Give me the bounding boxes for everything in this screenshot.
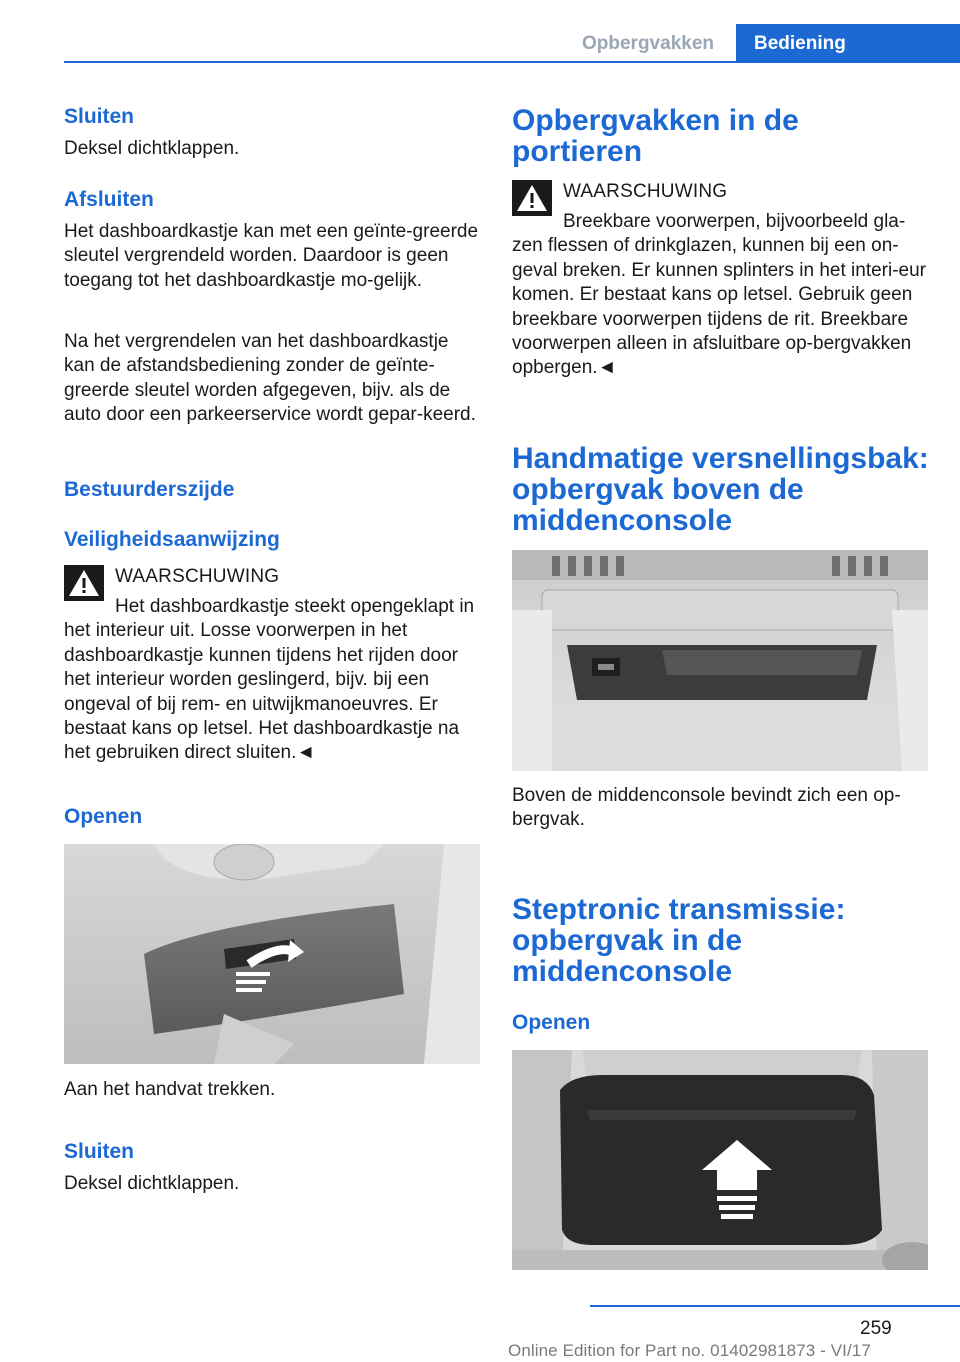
heading-bestuurderszijde: Bestuurderszijde — [64, 478, 235, 501]
warning-box-right — [512, 180, 928, 390]
heading-afsluiten: Afsluiten — [64, 188, 154, 211]
heading-openen-left: Openen — [64, 805, 143, 828]
console-cover-illustration — [512, 1050, 928, 1270]
header-rule — [64, 61, 960, 63]
heading-steptronic-3: middenconsole — [512, 955, 733, 988]
heading-steptronic-2: opbergvak in de — [512, 924, 743, 957]
heading-sluiten-bottom: Sluiten — [64, 1140, 135, 1163]
heading-portieren-1: Opbergvakken in de — [512, 104, 799, 137]
heading-manual-2: opbergvak boven de — [512, 473, 804, 506]
glovebox-illustration — [64, 844, 480, 1064]
text-afsluiten-1: Het dashboardkastje kan met een geïnte-greerde sleutel vergrendeld worden. Daardoor is geen toegang tot het dashboardkastje mo-gelijk. — [64, 221, 479, 291]
heading-sluiten-top: Sluiten — [64, 105, 135, 128]
page-number: 259 — [860, 1318, 892, 1339]
warning-box-left — [64, 565, 480, 775]
heading-veiligheidsaanwijzing: Veiligheidsaanwijzing — [64, 528, 280, 551]
header-section-label: Opbergvakken — [582, 33, 714, 54]
text-sluiten-top: Deksel dichtklappen. — [64, 138, 240, 159]
warning-text: Breekbare voorwerpen, bijvoorbeeld gla-zen flessen of drinkglazen, kunnen bij een on-geval breken. Er kunnen splinters in het interi-eur komen. Er bestaat kans op letsel. Gebruik geen breekbare voorwerpen tijdens de rit. Breekbare voorwerpen alleen in afsluitbare op-bergvakken opbergen.◄ — [512, 211, 927, 379]
header-chapter-tab: Bediening — [736, 24, 960, 63]
footer-edition-text: Online Edition for Part no. 01402981873 - VI/17 — [508, 1341, 871, 1360]
heading-portieren-2: portieren — [512, 135, 643, 168]
text-sluiten-bottom: Deksel dichtklappen. — [64, 1173, 240, 1194]
warning-label: WAARSCHUWING — [115, 566, 280, 587]
console-top-compartment-illustration — [512, 550, 928, 771]
heading-manual-3: middenconsole — [512, 504, 733, 537]
text-afsluiten-2: Na het vergrendelen van het dashboardkastje kan de afstandsbediening zonder de geïnte-greerde sleutel worden afgegeven, bijv. als de auto door een parkeerservice wordt gepar-keerd. — [64, 331, 476, 426]
heading-manual-1: Handmatige versnellingsbak: — [512, 442, 929, 475]
footer-rule — [590, 1305, 960, 1307]
warning-label: WAARSCHUWING — [563, 181, 728, 202]
caption-manual: Boven de middenconsole bevindt zich een op-bergvak. — [512, 785, 901, 831]
heading-steptronic-1: Steptronic transmissie: — [512, 893, 846, 926]
warning-text: Het dashboardkastje steekt opengeklapt in het interieur uit. Losse voorwerpen in het dashboardkastje kunnen tijdens het rijden door het interieur worden geslingerd, bijv. bij een ongeval of bij rem- en uitwijkmanoeuvres. Er bestaat kans op letsel. Het dashboardkastje na het gebruiken direct sluiten.◄ — [64, 596, 475, 764]
caption-openen-left: Aan het handvat trekken. — [64, 1079, 276, 1100]
heading-openen-right: Openen — [512, 1011, 591, 1034]
